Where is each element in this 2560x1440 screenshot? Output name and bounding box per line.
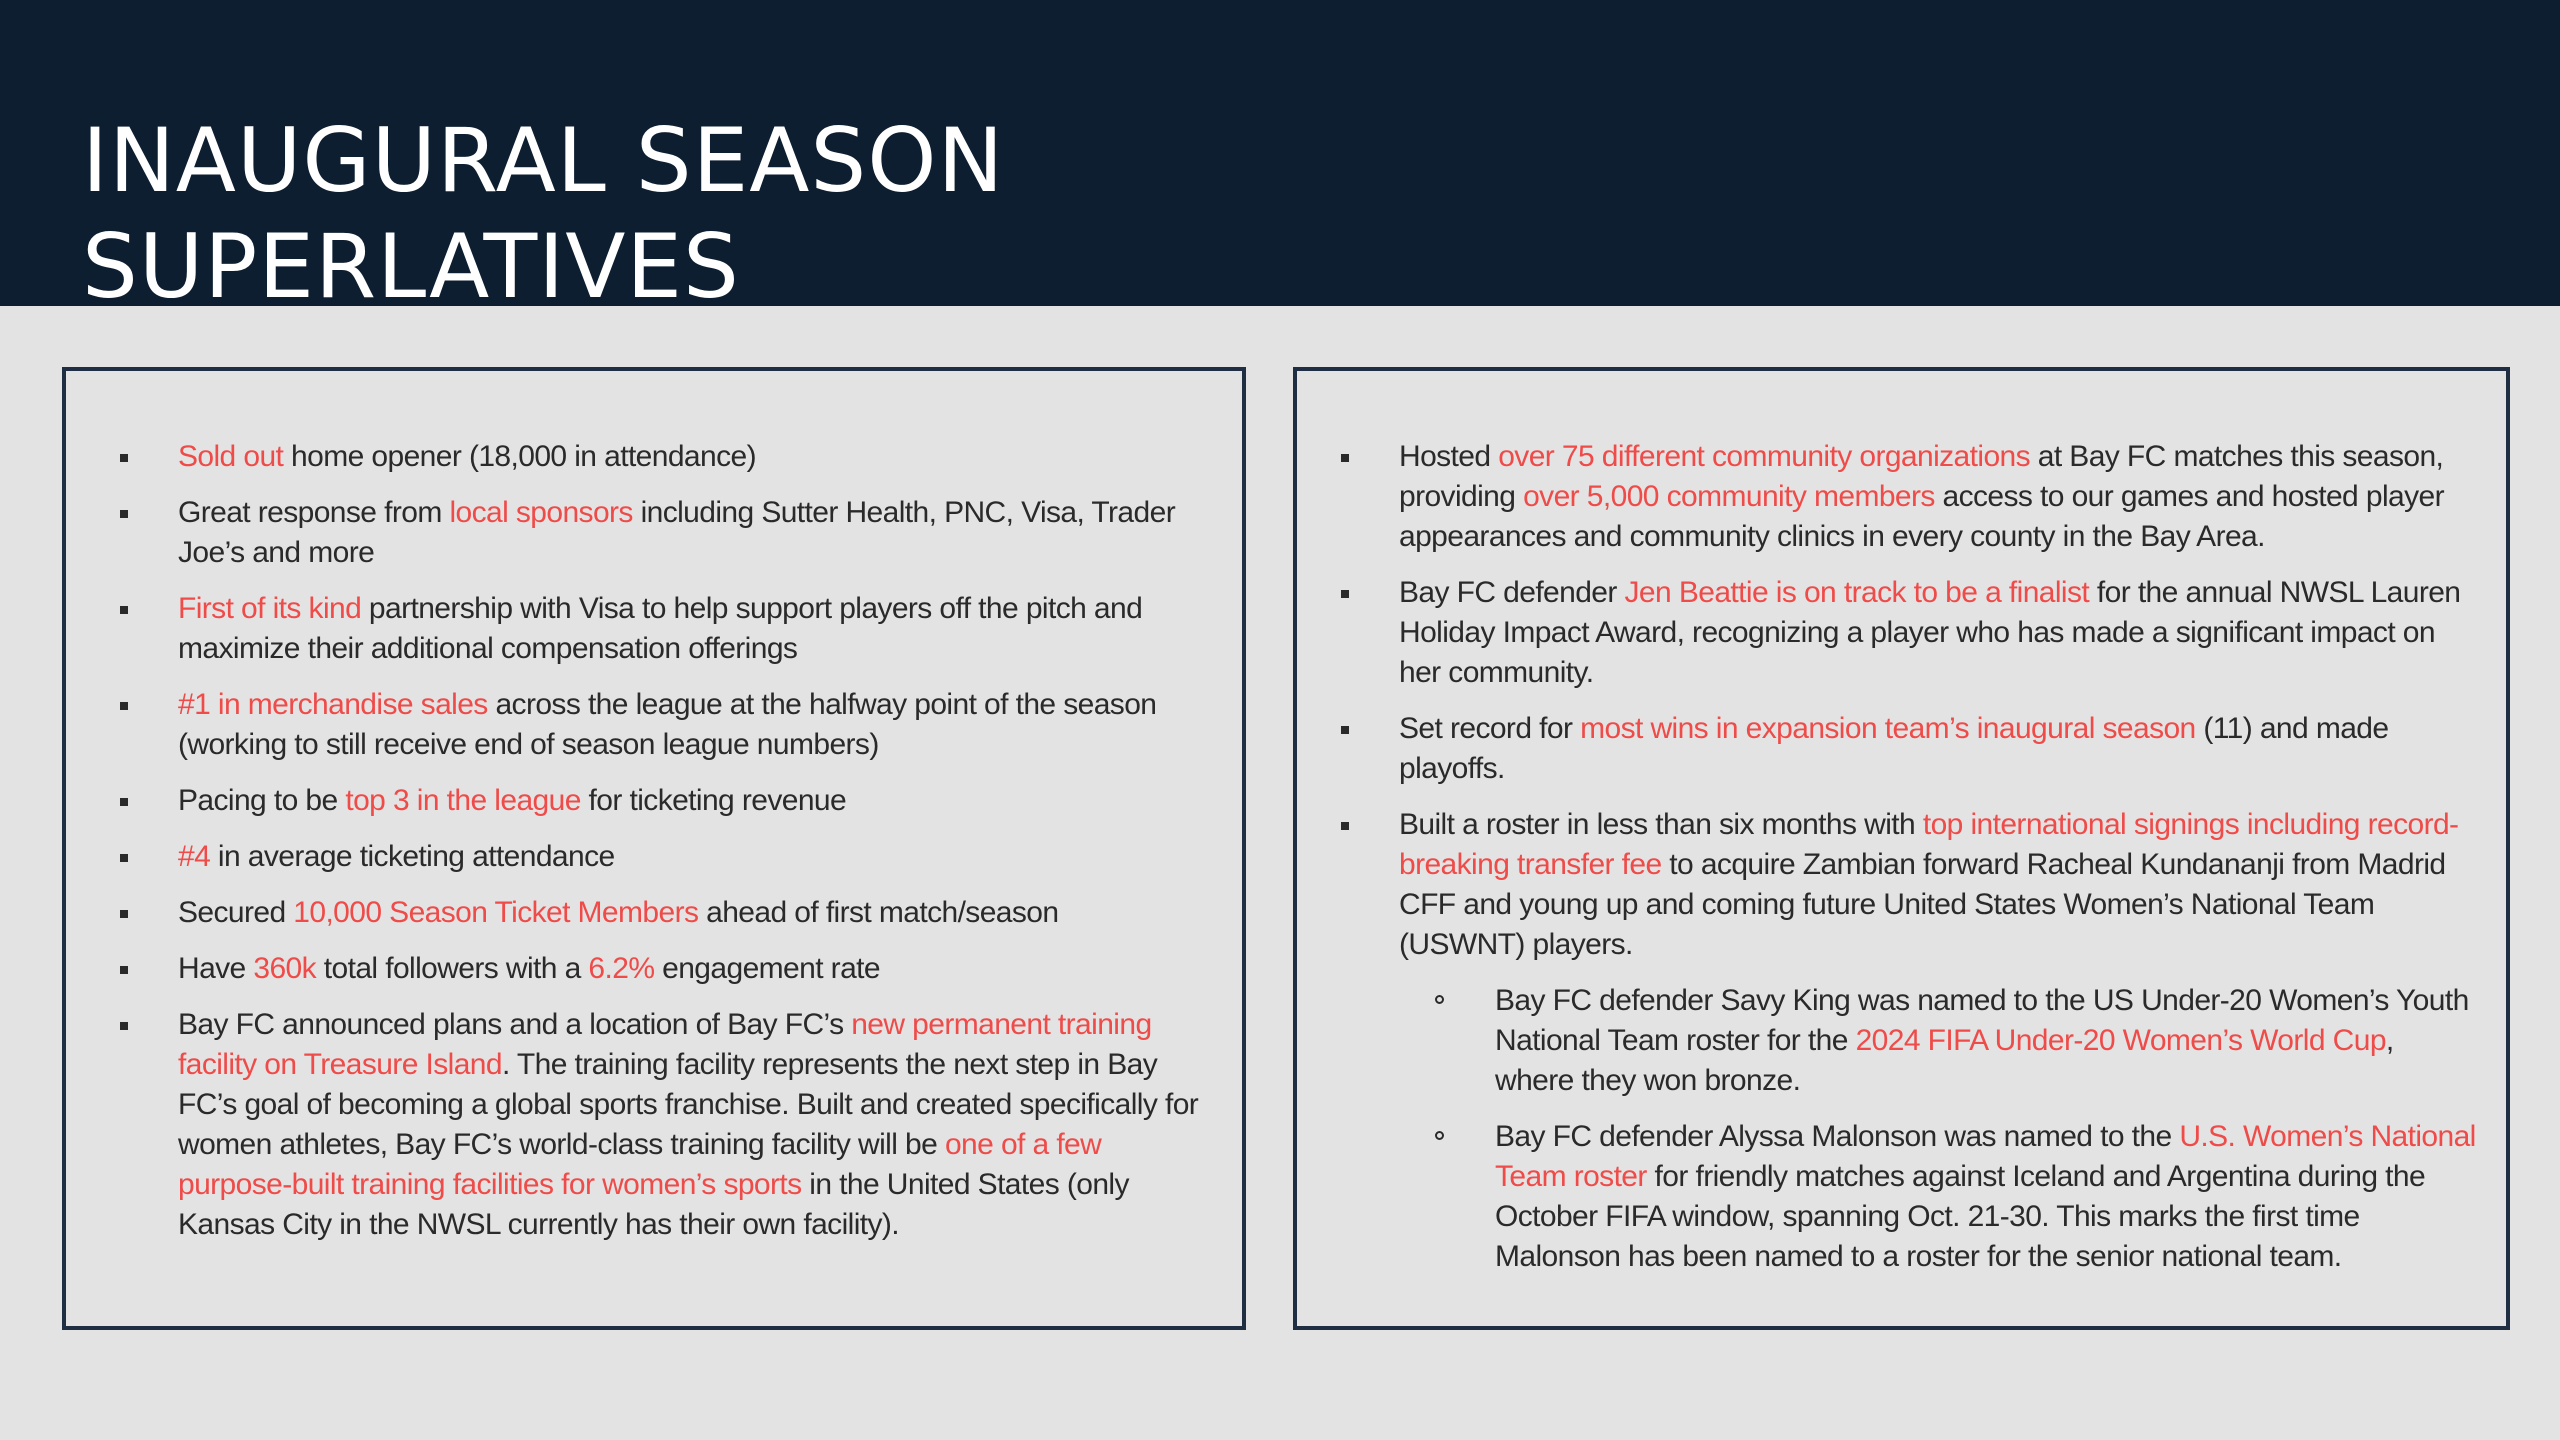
right-bullet-list — [1399, 437, 2480, 1293]
body-text: Built a roster in less than six months with — [1399, 808, 1923, 841]
body-text: Bay FC defender Alyssa Malonson was named to the — [1495, 1120, 2180, 1153]
highlight-text: 360k — [253, 952, 317, 985]
list-item — [178, 589, 1216, 669]
list-item — [178, 437, 1216, 477]
sub-bullet-list — [1399, 981, 2480, 1277]
square-bullet-icon — [1341, 726, 1349, 734]
list-item — [1399, 709, 2480, 789]
body-text: ahead of first match/season — [698, 896, 1059, 929]
list-item — [178, 893, 1216, 933]
body-text: partnership with Visa to help support players off the pitch and maximize their additional compensation offerings — [178, 592, 1143, 665]
square-bullet-icon — [120, 854, 128, 862]
highlight-text: over 5,000 community members — [1523, 480, 1935, 513]
list-item — [178, 949, 1216, 989]
highlight-text: local sponsors — [449, 496, 633, 529]
body-text: . The training facility represents the next step in Bay FC’s goal of becoming a global sports franchise. Built and created specifically for women athletes, Bay FC’s world-class training facility will be — [178, 1048, 1199, 1161]
page-title — [82, 108, 1004, 306]
body-text: across the league at the halfway point of the season (working to still receive end of season league numbers) — [178, 688, 1157, 761]
body-text: home opener (18,000 in attendance) — [283, 440, 756, 473]
highlight-text: U.S. Women’s National Team roster — [1495, 1120, 2476, 1193]
body-text: total followers with a — [316, 952, 589, 985]
body-text: for the annual NWSL Lauren Holiday Impact Award, recognizing a player who has made a significant impact on her community. — [1399, 576, 2461, 689]
square-bullet-icon — [120, 966, 128, 974]
list-item — [178, 781, 1216, 821]
square-bullet-icon — [120, 1022, 128, 1030]
sub-list-item — [1495, 1117, 2480, 1277]
square-bullet-icon — [120, 910, 128, 918]
body-text: Have — [178, 952, 254, 985]
square-bullet-icon — [120, 798, 128, 806]
body-text: , where they won bronze. — [1495, 1024, 2394, 1097]
left-bullet-list — [178, 437, 1216, 1261]
body-text: access to our games and hosted player appearances and community clinics in every county in the Bay Area. — [1399, 480, 2444, 553]
highlight-text: Jen Beattie is on track to be a finalist — [1624, 576, 2090, 609]
list-item — [1399, 805, 2480, 1277]
circle-bullet-icon — [1435, 995, 1444, 1004]
highlight-text: #1 in merchandise sales — [178, 688, 488, 721]
square-bullet-icon — [1341, 454, 1349, 462]
list-item — [178, 685, 1216, 765]
body-text: engagement rate — [654, 952, 880, 985]
left-panel — [62, 367, 1246, 1330]
highlight-text: Sold out — [178, 440, 284, 473]
highlight-text: 10,000 Season Ticket Members — [293, 896, 699, 929]
highlight-text: new permanent training facility on Treasure Island — [178, 1008, 1152, 1081]
body-text: Hosted — [1399, 440, 1499, 473]
sub-list-item — [1495, 981, 2480, 1101]
square-bullet-icon — [120, 702, 128, 710]
header-banner — [0, 0, 2560, 306]
square-bullet-icon — [120, 454, 128, 462]
body-text: Bay FC defender Savy King was named to the US Under-20 Women’s Youth National Team roster for the — [1495, 984, 2469, 1057]
highlight-text: 2024 FIFA Under-20 Women’s World Cup — [1855, 1024, 2386, 1057]
highlight-text: one of a few purpose-built training facilities for women’s sports — [178, 1128, 1102, 1201]
list-item — [178, 493, 1216, 573]
body-text: in average ticketing attendance — [210, 840, 615, 873]
highlight-text: 6.2% — [588, 952, 655, 985]
list-item — [178, 837, 1216, 877]
body-text: for friendly matches against Iceland and Argentina during the October FIFA window, spanning Oct. 21-30. This marks the first time Malonson has been named to a roster for the senior national team. — [1495, 1160, 2426, 1273]
body-text: Bay FC defender — [1399, 576, 1625, 609]
highlight-text: #4 — [178, 840, 211, 873]
body-text: Great response from — [178, 496, 450, 529]
body-text: in the United States (only Kansas City in the NWSL currently has their own facility). — [178, 1168, 1129, 1241]
body-text: for ticketing revenue — [580, 784, 847, 817]
body-text: at Bay FC matches this season, providing — [1399, 440, 2444, 513]
list-item — [178, 1005, 1216, 1245]
highlight-text: First of its kind — [178, 592, 362, 625]
highlight-text: most wins in expansion team’s inaugural season — [1580, 712, 2196, 745]
list-item — [1399, 437, 2480, 557]
body-text: Set record for — [1399, 712, 1581, 745]
highlight-text: over 75 different community organizations — [1498, 440, 2031, 473]
square-bullet-icon — [1341, 590, 1349, 598]
circle-bullet-icon — [1435, 1131, 1444, 1140]
body-text: Secured — [178, 896, 294, 929]
list-item — [1399, 573, 2480, 693]
body-text: Pacing to be — [178, 784, 346, 817]
page-title-line-2: SUPERLATIVES — [82, 215, 740, 306]
body-text: (11) and made playoffs. — [1399, 712, 2389, 785]
square-bullet-icon — [120, 510, 128, 518]
page-title-line-1: INAUGURAL SEASON — [82, 109, 1005, 212]
square-bullet-icon — [120, 606, 128, 614]
highlight-text: top 3 in the league — [345, 784, 581, 817]
body-text: to acquire Zambian forward Racheal Kundananji from Madrid CFF and young up and coming future United States Women’s National Team (USWNT) players. — [1399, 848, 2446, 961]
right-panel — [1293, 367, 2510, 1330]
square-bullet-icon — [1341, 822, 1349, 830]
body-text: Bay FC announced plans and a location of Bay FC’s — [178, 1008, 852, 1041]
highlight-text: top international signings including record-breaking transfer fee — [1399, 808, 2459, 881]
body-text: including Sutter Health, PNC, Visa, Trader Joe’s and more — [178, 496, 1176, 569]
